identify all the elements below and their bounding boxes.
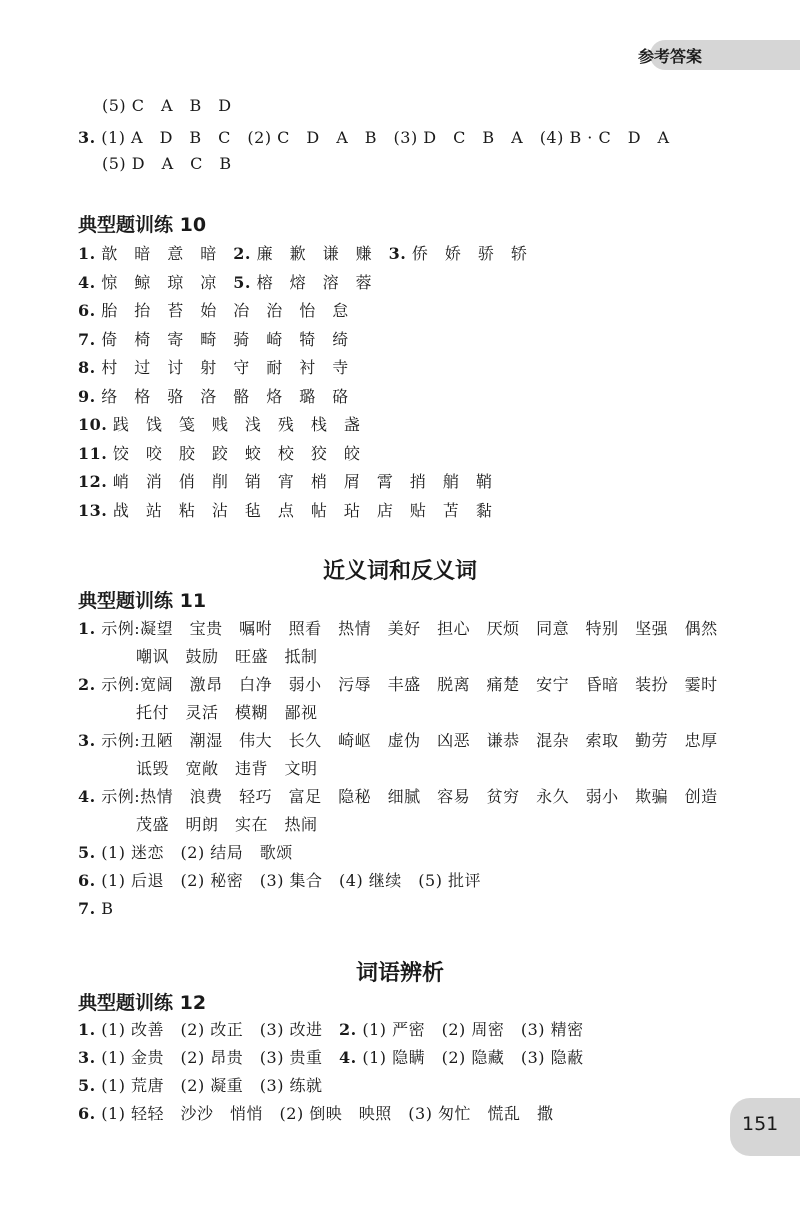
section-title-training-12: 典型题训练 12 [78,992,207,1014]
answer-line [78,869,481,893]
answer-text: (5) C A B D [102,96,232,115]
question-number: 3. [78,128,96,147]
answer-line [78,126,670,150]
answer-line [78,413,360,437]
answer-text: (1) 轻轻 沙沙 悄悄 (2) 倒映 映照 (3) 匆忙 慌乱 撒 [95,1104,554,1123]
answer-line [78,1018,584,1042]
answer-line [78,897,114,921]
answer-text: 饺 咬 胶 跤 蛟 校 狡 皎 [107,443,361,463]
question-number: 3. [78,1048,96,1067]
question-number: 13. [78,500,108,520]
question-number: 1. [78,244,96,263]
answer-text: 峭 消 俏 削 销 宵 梢 屑 霄 捎 艄 鞘 [107,472,493,491]
answer-line [136,645,318,669]
answer-line [78,385,349,409]
answer-line [78,673,718,697]
answer-text: 托付 灵活 模糊 鄙视 [136,703,318,722]
question-number: 5. [78,843,96,862]
answer-line [136,813,318,837]
answer-line [78,841,293,865]
answer-line [102,94,232,118]
answer-text: 践 饯 笺 贱 浅 残 栈 盏 [107,415,361,434]
answer-line [78,785,718,809]
question-number: 3. [388,244,407,263]
question-number: 12. [78,472,108,491]
answer-line [78,499,492,523]
answer-text: (1) A D B C (2) C D A B (3) D C B A (4) B · C D A [95,128,670,147]
answer-line [102,152,232,176]
answer-line [78,328,349,352]
question-number: 1. [78,1020,96,1039]
answer-text: 惊 鲸 琼 凉 [95,272,234,292]
answer-text: B [95,899,114,918]
answer-text: (1) 荒唐 (2) 凝重 (3) 练就 [95,1076,323,1095]
answer-text: (5) D A C B [102,154,232,173]
question-number: 1. [78,619,96,638]
question-number: 6. [78,301,96,320]
answer-text: (1) 隐瞒 (2) 隐藏 (3) 隐蔽 [356,1048,584,1067]
section-heading-word-discrimination: 词语辨析 [355,961,444,986]
answer-text: 嘲讽 鼓励 旺盛 抵制 [136,647,318,666]
question-number: 5. [233,272,251,292]
question-number: 6. [78,1104,96,1123]
answer-text: (1) 改善 (2) 改正 (3) 改进 [95,1020,340,1039]
question-number: 9. [78,386,96,406]
answer-line [78,442,360,466]
answer-line [136,701,318,725]
answer-text: 侨 娇 骄 轿 [406,244,528,263]
question-number: 2. [339,1020,357,1039]
answer-text: 榕 熔 溶 蓉 [251,272,373,292]
answer-text: 示例:热情 浪费 轻巧 富足 隐秘 细腻 容易 贫穷 永久 弱小 欺骗 创造 [95,787,718,806]
answer-line [78,271,372,295]
answer-text: 示例:丑陋 潮湿 伟大 长久 崎岖 虚伪 凶恶 谦恭 混杂 索取 勤劳 忠厚 [95,731,718,750]
question-number: 7. [78,899,96,918]
question-number: 6. [78,871,96,890]
answer-text: (1) 金贵 (2) 昂贵 (3) 贵重 [95,1048,340,1067]
answer-text: (1) 严密 (2) 周密 (3) 精密 [356,1020,584,1039]
answer-text: (1) 迷恋 (2) 结局 歌颂 [95,843,293,862]
answer-line [78,356,349,380]
answer-text: 村 过 讨 射 守 耐 衬 寺 [95,358,349,377]
answer-text: 廉 歉 谦 赚 [251,244,389,263]
answer-text: 茂盛 明朗 实在 热闹 [136,815,318,834]
answer-line [78,1074,323,1098]
answer-line [78,1102,554,1126]
answer-text: 战 站 粘 沾 毡 点 帖 玷 店 贴 苫 黏 [107,500,493,520]
question-number: 3. [78,731,96,750]
answer-line [136,757,318,781]
question-number: 8. [78,358,96,377]
page-number: 151 [742,1113,779,1135]
answer-text: (1) 后退 (2) 秘密 (3) 集合 (4) 继续 (5) 批评 [95,871,482,890]
question-number: 4. [78,272,96,292]
question-number: 4. [78,787,96,806]
answer-text: 倚 椅 寄 畸 骑 崎 犄 绮 [95,329,349,349]
answer-line [78,729,718,753]
answer-line [78,242,527,266]
question-number: 10. [78,415,108,434]
question-number: 5. [78,1076,96,1095]
answer-text: 诋毁 宽敞 违背 文明 [136,759,318,778]
answer-text: 歆 暗 意 暗 [95,244,234,263]
answer-text: 络 格 骆 洛 骼 烙 璐 硌 [95,386,349,406]
section-heading-synonyms: 近义词和反义词 [322,559,477,584]
answer-text: 示例:宽阔 激昂 白净 弱小 污辱 丰盛 脱离 痛楚 安宁 昏暗 装扮 霎时 [95,675,718,694]
question-number: 11. [78,443,108,463]
section-title-training-10: 典型题训练 10 [78,214,207,236]
answer-line [78,1046,584,1070]
section-title-training-11: 典型题训练 11 [78,590,207,612]
question-number: 4. [339,1048,357,1067]
answer-line [78,299,349,323]
question-number: 2. [233,244,251,263]
answer-line [78,617,718,641]
answer-line [78,470,492,494]
answer-text: 示例:凝望 宝贵 嘱咐 照看 热情 美好 担心 厌烦 同意 特别 坚强 偶然 [95,619,718,638]
question-number: 2. [78,675,96,694]
question-number: 7. [78,329,96,349]
answer-text: 胎 抬 苔 始 冶 治 怡 怠 [95,301,349,320]
header-title: 参考答案 [638,47,703,66]
